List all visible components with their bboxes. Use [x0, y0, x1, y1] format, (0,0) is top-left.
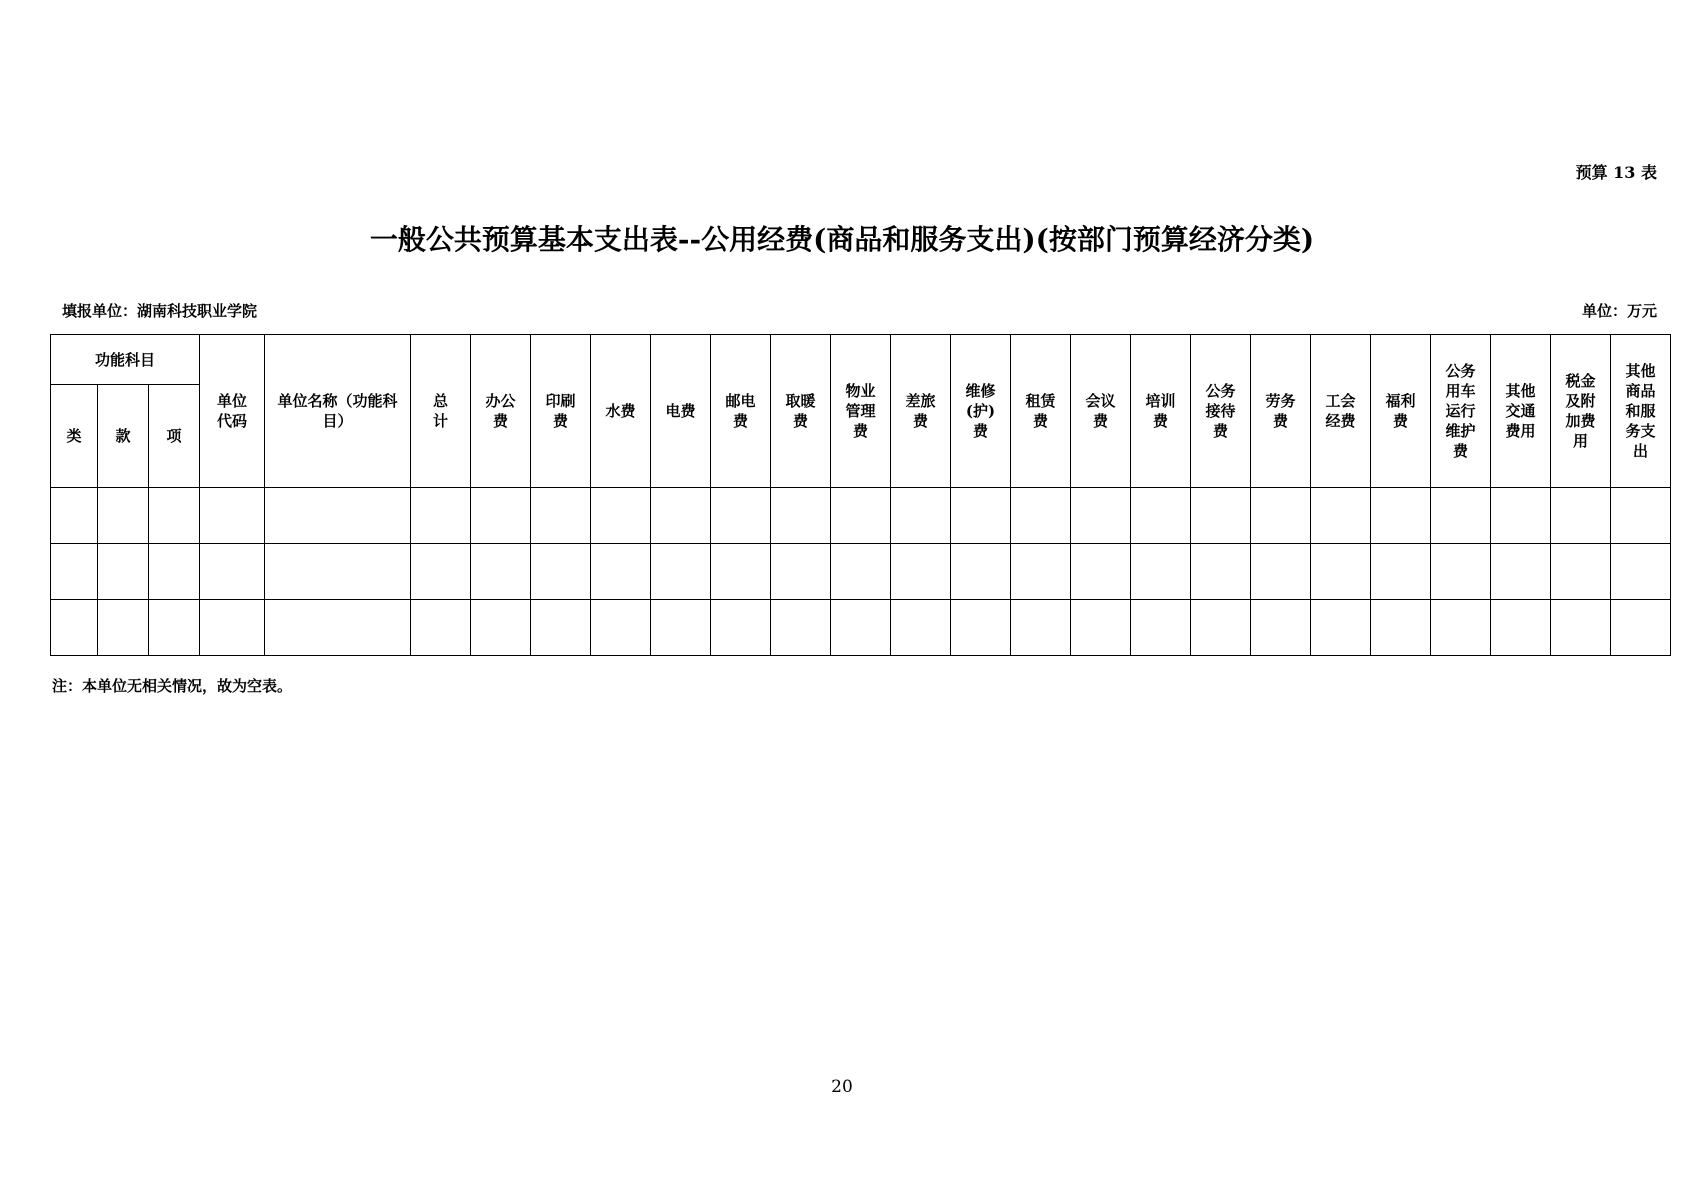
header-kuan: 款 — [98, 385, 149, 488]
expenditure-table — [50, 334, 1671, 656]
table-cell — [98, 600, 149, 656]
table-cell — [1191, 544, 1251, 600]
header-welfare: 福利 费 — [1371, 335, 1431, 488]
table-cell — [1011, 544, 1071, 600]
table-cell — [149, 544, 200, 600]
table-cell — [1371, 544, 1431, 600]
table-cell — [411, 600, 471, 656]
header-electricity: 电费 — [651, 335, 711, 488]
table-cell — [51, 488, 98, 544]
header-unit-name: 单位名称（功能科 目） — [265, 335, 411, 488]
table-cell — [711, 544, 771, 600]
table-cell — [531, 488, 591, 544]
header-unit-code: 单位 代码 — [200, 335, 265, 488]
header-travel: 差旅 费 — [891, 335, 951, 488]
table-cell — [1611, 544, 1671, 600]
table-cell — [471, 544, 531, 600]
table-cell — [531, 600, 591, 656]
table-cell — [831, 488, 891, 544]
table-cell — [1611, 600, 1671, 656]
table-cell — [1071, 600, 1131, 656]
table-cell — [200, 544, 265, 600]
table-cell — [951, 600, 1011, 656]
header-meeting: 会议 费 — [1071, 335, 1131, 488]
table-cell — [1251, 488, 1311, 544]
table-cell — [591, 488, 651, 544]
header-printing: 印刷 费 — [531, 335, 591, 488]
header-heating: 取暖 费 — [771, 335, 831, 488]
filler-unit: 填报单位：湖南科技职业学院 — [62, 302, 258, 320]
table-cell — [1251, 544, 1311, 600]
table-cell — [265, 600, 411, 656]
table-cell — [411, 488, 471, 544]
table-cell — [771, 488, 831, 544]
page-number: 20 — [831, 1077, 853, 1097]
header-function-subject: 功能科目 — [51, 335, 200, 385]
table-cell — [1611, 488, 1671, 544]
table-note: 注：本单位无相关情况，故为空表。 — [52, 677, 293, 695]
table-cell — [1431, 600, 1491, 656]
header-property: 物业 管理 费 — [831, 335, 891, 488]
table-cell — [711, 600, 771, 656]
table-cell — [1011, 488, 1071, 544]
table-cell — [1311, 544, 1371, 600]
table-cell — [831, 544, 891, 600]
table-number: 预算 13 表 — [1575, 163, 1657, 182]
table-cell — [1251, 600, 1311, 656]
table-cell — [265, 488, 411, 544]
table-cell — [891, 600, 951, 656]
table-cell — [1491, 544, 1551, 600]
table-row — [51, 488, 1671, 544]
table-cell — [891, 544, 951, 600]
table-cell — [471, 600, 531, 656]
page-title: 一般公共预算基本支出表--公用经费(商品和服务支出)(按部门预算经济分类) — [369, 223, 1315, 256]
table-cell — [651, 600, 711, 656]
table-cell — [51, 544, 98, 600]
header-other-goods: 其他 商品 和服 务支 出 — [1611, 335, 1671, 488]
header-reception: 公务 接待 费 — [1191, 335, 1251, 488]
table-cell — [1071, 544, 1131, 600]
table-cell — [1311, 600, 1371, 656]
table-cell — [651, 488, 711, 544]
table-cell — [1131, 544, 1191, 600]
table-cell — [951, 544, 1011, 600]
header-maintenance: 维修 (护) 费 — [951, 335, 1011, 488]
table-row — [51, 544, 1671, 600]
table-cell — [1371, 600, 1431, 656]
table-row — [51, 600, 1671, 656]
table-cell — [531, 544, 591, 600]
header-vehicle: 公务 用车 运行 维护 费 — [1431, 335, 1491, 488]
header-xiang: 项 — [149, 385, 200, 488]
table-cell — [1311, 488, 1371, 544]
header-total: 总 计 — [411, 335, 471, 488]
table-cell — [1371, 488, 1431, 544]
table-cell — [98, 544, 149, 600]
header-training: 培训 费 — [1131, 335, 1191, 488]
table-cell — [831, 600, 891, 656]
currency-unit: 单位：万元 — [1581, 302, 1657, 320]
header-union: 工会 经费 — [1311, 335, 1371, 488]
table-cell — [1491, 488, 1551, 544]
table-cell — [591, 544, 651, 600]
table-cell — [1191, 600, 1251, 656]
table-cell — [1131, 488, 1191, 544]
table-cell — [1551, 488, 1611, 544]
table-cell — [411, 544, 471, 600]
table-cell — [200, 488, 265, 544]
table-cell — [1131, 600, 1191, 656]
table-cell — [771, 600, 831, 656]
header-office: 办公 费 — [471, 335, 531, 488]
header-water: 水费 — [591, 335, 651, 488]
table-cell — [471, 488, 531, 544]
table-cell — [98, 488, 149, 544]
table-cell — [1551, 544, 1611, 600]
table-cell — [1191, 488, 1251, 544]
header-labor: 劳务 费 — [1251, 335, 1311, 488]
table-cell — [951, 488, 1011, 544]
table-cell — [1491, 600, 1551, 656]
table-cell — [1431, 544, 1491, 600]
table-cell — [891, 488, 951, 544]
table-cell — [51, 600, 98, 656]
table-cell — [711, 488, 771, 544]
table-cell — [591, 600, 651, 656]
table-cell — [200, 600, 265, 656]
table-cell — [651, 544, 711, 600]
table-cell — [1551, 600, 1611, 656]
table-cell — [771, 544, 831, 600]
header-taxes: 税金 及附 加费 用 — [1551, 335, 1611, 488]
table-cell — [149, 488, 200, 544]
header-postal: 邮电 费 — [711, 335, 771, 488]
table-cell — [1071, 488, 1131, 544]
table-cell — [149, 600, 200, 656]
header-other-transport: 其他 交通 费用 — [1491, 335, 1551, 488]
table-cell — [265, 544, 411, 600]
table-cell — [1431, 488, 1491, 544]
header-rental: 租赁 费 — [1011, 335, 1071, 488]
header-lei: 类 — [51, 385, 98, 488]
table-cell — [1011, 600, 1071, 656]
